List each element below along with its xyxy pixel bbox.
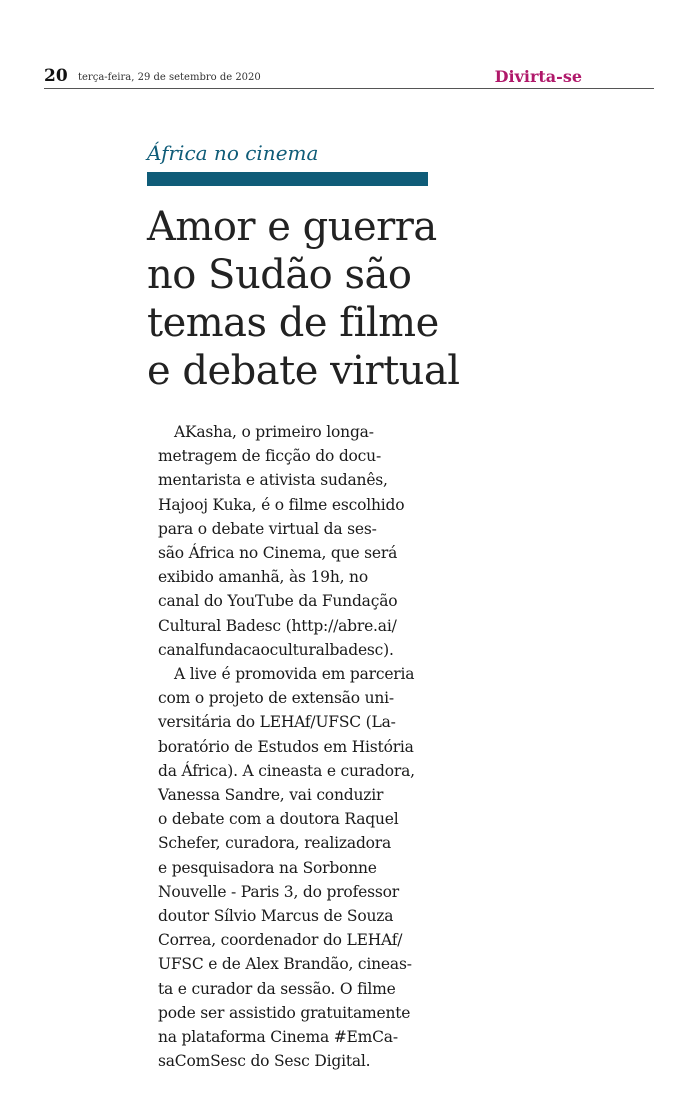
article-body (158, 420, 448, 1073)
page-header (44, 66, 654, 89)
body-line: pode ser assistido gratuitamente (158, 1003, 411, 1022)
body-line: AKasha, o primeiro longa- (174, 423, 374, 441)
body-line: versitária do LEHAf/UFSC (La- (158, 713, 396, 732)
body-line: o debate com a doutora Raquel (158, 810, 399, 829)
body-line: Hajooj Kuka, é o filme escolhido (158, 495, 405, 514)
body-line: doutor Sílvio Marcus de Souza (158, 907, 394, 926)
body-line: mentarista e ativista sudanês, (158, 471, 388, 490)
headline-line: Amor e guerra (147, 204, 437, 250)
body-line: exibido amanhã, às 19h, no (158, 568, 368, 587)
body-line: Schefer, curadora, realizadora (158, 834, 392, 853)
body-line: canalfundacaoculturalbadesc). (158, 640, 394, 659)
article-headline (147, 203, 460, 395)
page-date: terça-feira, 29 de setembro de 2020 (78, 72, 261, 83)
body-line: saComSesc do Sesc Digital. (158, 1052, 371, 1071)
body-line: canal do YouTube da Fundação (158, 592, 398, 611)
section-name: Divirta-se (494, 67, 582, 86)
headline-line: e debate virtual (147, 348, 460, 394)
body-line: da África). A cineasta e curadora, (158, 761, 415, 780)
headline-line: no Sudão são (147, 252, 412, 298)
body-line: boratório de Estudos em História (158, 737, 414, 756)
body-line: Nouvelle - Paris 3, do professor (158, 882, 399, 901)
article-kicker: África no cinema (147, 141, 319, 165)
body-line: e pesquisadora na Sorbonne (158, 858, 377, 877)
headline-line: temas de filme (147, 300, 439, 346)
body-line: são África no Cinema, que será (158, 544, 398, 563)
body-line: metragem de ficção do docu- (158, 447, 381, 466)
body-line: Correa, coordenador do LEHAf/ (158, 931, 403, 950)
body-line: Cultural Badesc (http://abre.ai/ (158, 616, 397, 635)
body-line: com o projeto de extensão uni- (158, 689, 394, 708)
body-line: na plataforma Cinema #EmCa- (158, 1028, 398, 1047)
body-line: ta e curador da sessão. O filme (158, 979, 396, 998)
body-line: A live é promovida em parceria (174, 665, 415, 684)
body-line: para o debate virtual da ses- (158, 519, 377, 538)
body-line: UFSC e de Alex Brandão, cineas- (158, 955, 412, 974)
body-line: Vanessa Sandre, vai conduzir (158, 786, 384, 805)
kicker-bar (147, 172, 428, 186)
page-number: 20 (44, 66, 68, 86)
